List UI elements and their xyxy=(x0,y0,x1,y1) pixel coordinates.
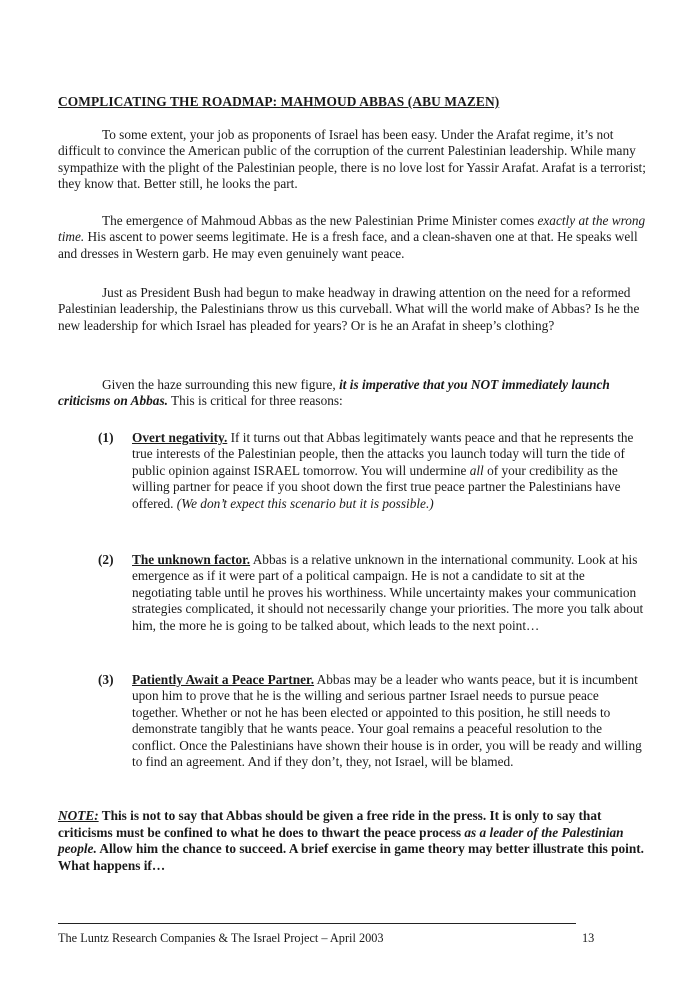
reason-item-3 xyxy=(98,672,646,770)
note-text-b: Allow him the chance to succeed. A brief exercise in game theory may better illustrate this point. What happens if… xyxy=(58,841,644,873)
paragraph-imperative xyxy=(58,377,646,410)
paragraph-emergence-italic: exactly at the wrong time. xyxy=(58,213,646,245)
reason-item-1 xyxy=(98,430,646,512)
note-italic: as a leader of the Palestinian people. xyxy=(58,824,624,857)
note-label: NOTE: xyxy=(58,808,99,823)
reason-text-b: of your credibility as the willing partner for peace if you shoot down the first true peace partner the Palestinians have offered. xyxy=(132,462,621,511)
reason-heading: Patiently Await a Peace Partner. xyxy=(132,672,315,687)
reason-text: Abbas is a relative unknown in the international community. Look at his emergence as if it were part of a political campaign. He is not a candidate to sit at the negotiating table until he proves his worthiness. While uncertainty makes your communication strategies complicated, it should not necessarily change your priorities. The more you talk about him, the more he is going to be talked about, which leads to the next point… xyxy=(132,552,644,633)
paragraph-emergence-text-b: His ascent to power seems legitimate. He is a fresh face, and a clean-shaven one at that. He speaks well and dresses in Western garb. He may even genuinely want peace. xyxy=(58,229,638,261)
reason-number: (2) xyxy=(98,552,114,567)
paragraph-intro-text: To some extent, your job as proponents of Israel has been easy. Under the Arafat regime, it’s not difficult to convince the American public of the corruption of the current Palestinian leadership. While many sympathize with the plight of the Palestinian people, there is no love lost for Yassir Arafat. Arafat is a terrorist; they know that. Better still, he looks the part. xyxy=(58,127,646,192)
paragraph-imperative-text-b: This is critical for three reasons: xyxy=(167,393,343,409)
paragraph-imperative-text-a: Given the haze surrounding this new figure, xyxy=(102,377,340,392)
reason-text: Abbas may be a leader who wants peace, but it is incumbent upon him to prove that he is the willing and serious partner Israel needs to pursue peace together. Whether or not he has been elected or appointed to this position, he still needs to demonstrate tangibly that he wants peace. Your goal remains a peaceful resolution to the conflict. Once the Palestinians have shown their house is in order, you will be ready and willing to find an agreement. And if they don’t, they, not Israel, will be blamed. xyxy=(132,672,642,770)
reason-heading: Overt negativity. xyxy=(132,430,228,445)
footer-divider xyxy=(58,923,576,924)
paragraph-intro xyxy=(58,127,646,193)
reason-number: (3) xyxy=(98,672,114,687)
reason-text-c: (We don’t expect this scenario but it is possible.) xyxy=(176,495,434,511)
paragraph-emergence xyxy=(58,213,646,262)
reason-heading: The unknown factor. xyxy=(132,552,251,567)
page-number: 13 xyxy=(582,931,595,945)
footer-credit: The Luntz Research Companies & The Israel Project – April 2003 xyxy=(58,931,384,945)
paragraph-bush xyxy=(58,285,646,334)
section-title: COMPLICATING THE ROADMAP: MAHMOUD ABBAS (ABU MAZEN) xyxy=(58,94,500,109)
reason-number: (1) xyxy=(98,430,114,445)
paragraph-imperative-emphasis: it is imperative that you NOT immediately launch criticisms on Abbas. xyxy=(58,377,610,409)
reason-text-a: If it turns out that Abbas legitimately wants peace and that he represents the true interests of the Palestinian people, then the attacks you launch today will turn the tide of public opinion against ISRAEL tomorrow. You will undermine xyxy=(132,430,634,478)
paragraph-emergence-text-a: The emergence of Mahmoud Abbas as the new Palestinian Prime Minister comes xyxy=(102,213,538,228)
reason-item-2 xyxy=(98,552,646,634)
note-text-a: This is not to say that Abbas should be given a free ride in the press. It is only to say that criticisms must be confined to what he does to thwart the peace process xyxy=(58,808,602,840)
note-paragraph xyxy=(58,808,646,874)
paragraph-bush-text: Just as President Bush had begun to make headway in drawing attention on the need for a reformed Palestinian leadership, the Palestinians throw us this curveball. What will the world make of Abbas? Is he the new leadership for which Israel has pleaded for years? Or is he an Arafat in sheep’s clothing? xyxy=(58,285,640,333)
reason-text-italic: all xyxy=(469,462,484,478)
